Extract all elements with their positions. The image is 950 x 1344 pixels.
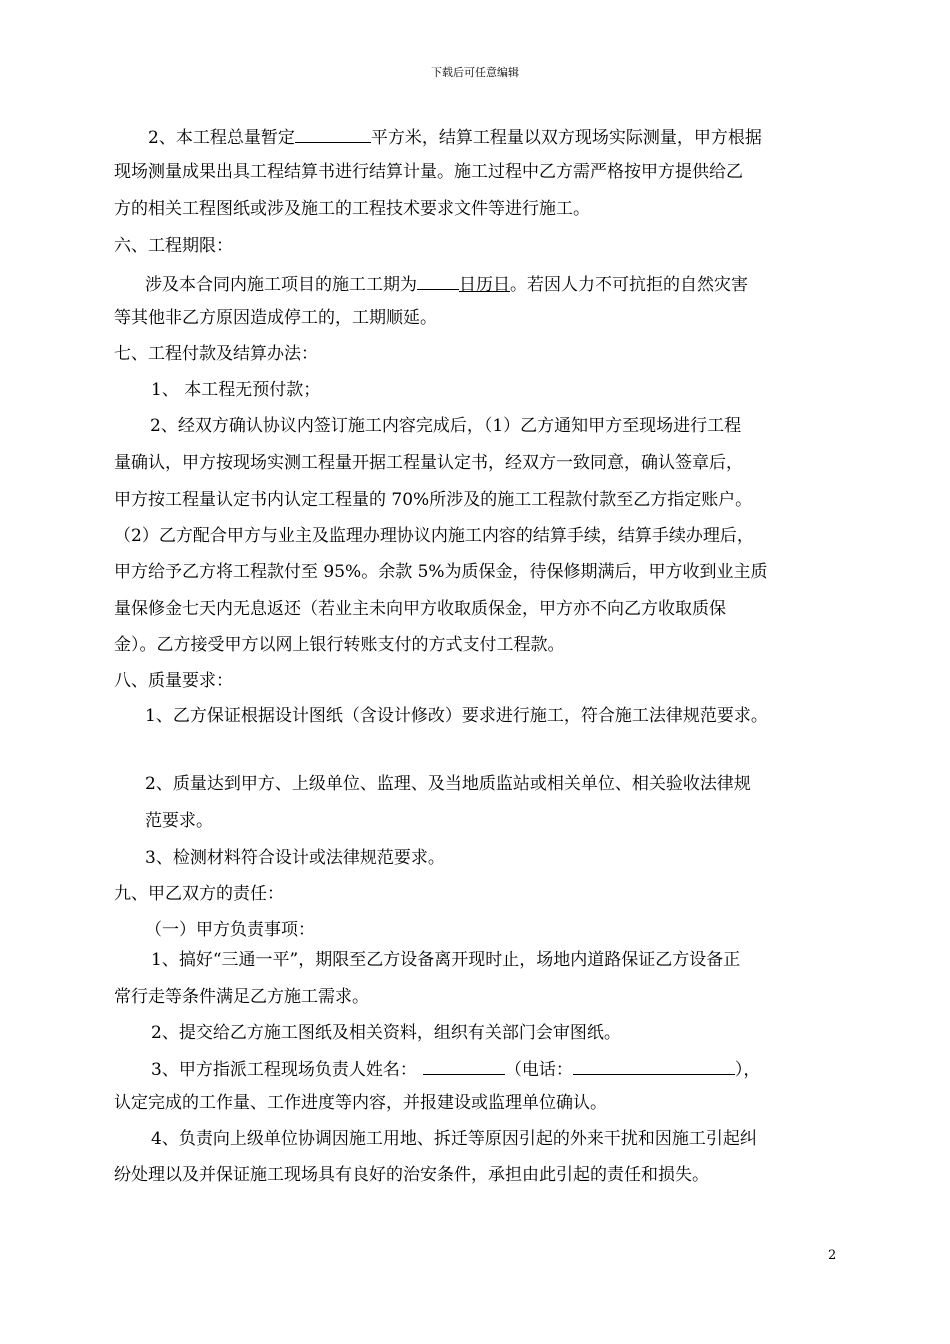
- section-6-text-a: 涉及本合同内施工项目的施工工期为: [145, 275, 417, 295]
- section-7-item-2-line-2: 量确认，甲方按现场实测工程量开据工程量认定书，经双方一致同意，确认签章后，: [114, 453, 743, 473]
- section-9-item-3-line-2: 认定完成的工作量、工作进度等内容，并报建设或监理单位确认。: [114, 1093, 607, 1113]
- item-3-text-c: ），: [734, 1060, 761, 1080]
- area-blank: [295, 123, 371, 143]
- section-8-item-3: 3、检测材料符合设计或法律规范要求。: [145, 848, 445, 868]
- item-3-text-a: 3、甲方指派工程现场负责人姓名：: [151, 1060, 417, 1080]
- section-9-item-3-line-1: [151, 1055, 760, 1082]
- section-7-item-2-line-1: 2、经双方确认协议内签订施工内容完成后，（1）乙方通知甲方至现场进行工程: [150, 416, 742, 436]
- section-6-text-b: 。若因人力不可抗拒的自然灾害: [510, 275, 748, 295]
- section-8-item-1: 1、乙方保证根据设计图纸（含设计修改）要求进行施工，符合施工法律规范要求。: [145, 706, 768, 726]
- page-header: 下载后可任意编辑: [431, 66, 519, 79]
- clause-2-line-2: 现场测量成果出具工程结算书进行结算计量。施工过程中乙方需严格按甲方提供给乙: [114, 162, 743, 182]
- page-number: 2: [828, 1248, 837, 1263]
- clause-2-line-3: 方的相关工程图纸或涉及施工的工程技术要求文件等进行施工。: [114, 199, 590, 219]
- clause-2-text-a: 2、本工程总量暂定: [148, 128, 295, 148]
- section-9-sub-1: （一）甲方负责事项：: [145, 920, 315, 940]
- section-9-item-1-line-1: 1、搞好“三通一平”，期限至乙方设备离开现时止，场地内道路保证乙方设备正: [151, 950, 741, 970]
- clause-2-line-1: [148, 123, 762, 150]
- section-9-item-4-line-2: 纷处理以及并保证施工现场具有良好的治安条件，承担由此引起的责任和损失。: [114, 1165, 709, 1185]
- phone-blank: [573, 1055, 735, 1075]
- section-7-item-1: 1、 本工程无预付款；: [151, 380, 321, 400]
- duration-unit: 日历日: [459, 275, 510, 295]
- section-7-item-2-line-5: 甲方给予乙方将工程款付至 95%。余款 5%为质保金，待保修期满后，甲方收到业主质: [114, 562, 768, 582]
- section-8-item-2-line-1: 2、质量达到甲方、上级单位、监理、及当地质监站或相关单位、相关验收法律规: [145, 774, 751, 794]
- section-9-item-1-line-2: 常行走等条件满足乙方施工需求。: [114, 987, 369, 1007]
- section-6-line-1: [145, 270, 748, 297]
- clause-2-text-b: 平方米，结算工程量以双方现场实际测量，甲方根据: [370, 128, 762, 148]
- section-7-item-2-line-7: 金）。乙方接受甲方以网上银行转账支付的方式支付工程款。: [114, 635, 565, 655]
- section-7-item-2-line-3: 甲方按工程量认定书内认定工程量的 70%所涉及的施工工程款付款至乙方指定账户。: [114, 490, 753, 510]
- section-8-title: 八、质量要求：: [114, 671, 233, 691]
- item-3-text-b: （电话：: [504, 1060, 573, 1080]
- section-7-item-2-line-6: 量保修金七天内无息返还（若业主未向甲方收取质保金，甲方亦不向乙方收取质保: [114, 599, 726, 619]
- section-9-item-2: 2、提交给乙方施工图纸及相关资料，组织有关部门会审图纸。: [151, 1023, 621, 1043]
- section-9-title: 九、甲乙双方的责任：: [114, 884, 284, 904]
- manager-name-blank: [423, 1055, 505, 1075]
- section-7-item-2-line-4: （2）乙方配合甲方与业主及监理办理协议内施工内容的结算手续，结算手续办理后，: [114, 526, 754, 546]
- duration-blank: [417, 270, 459, 290]
- section-6-title: 六、工程期限：: [114, 236, 233, 256]
- section-6-line-2: 等其他非乙方原因造成停工的，工期顺延。: [114, 308, 437, 328]
- section-7-title: 七、工程付款及结算办法：: [114, 344, 318, 364]
- section-8-item-2-line-2: 范要求。: [145, 811, 213, 831]
- section-9-item-4-line-1: 4、负责向上级单位协调因施工用地、拆迁等原因引起的外来干扰和因施工引起纠: [151, 1129, 757, 1149]
